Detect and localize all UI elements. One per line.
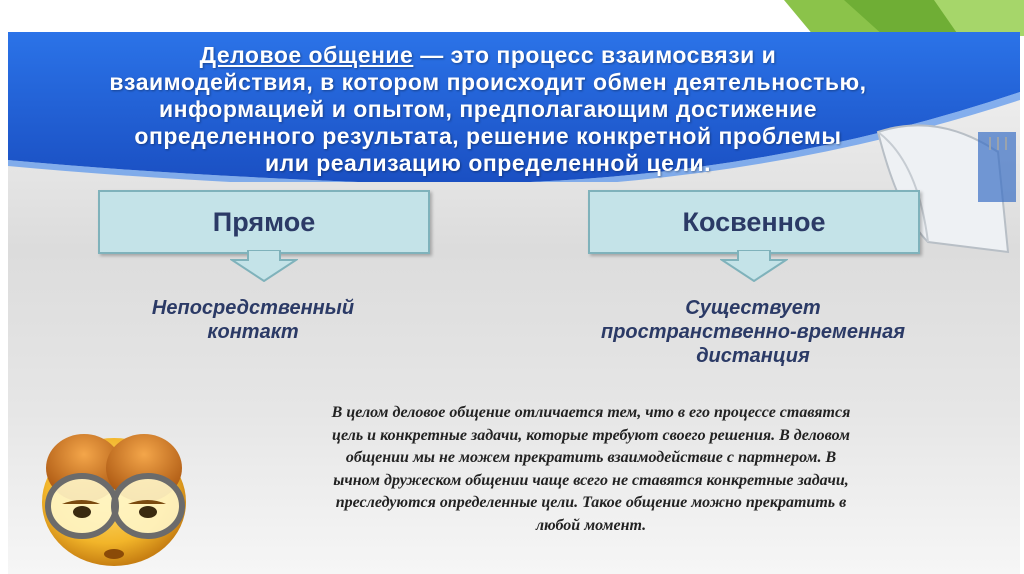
indirect-desc-line-1: Существует xyxy=(685,297,821,319)
definition-line-5: или реализацию определенной цели. xyxy=(264,150,712,176)
direct-desc-line-2: контакт xyxy=(207,321,299,343)
summary-line-4: ычном дружеском общении чаще всего не ставятся конкретные задачи, xyxy=(333,471,849,489)
summary-line-1: В целом деловое общение отличается тем, что в его процессе ставятся xyxy=(331,404,851,421)
definition-line-4: определенного результата, решение конкретной проблемы xyxy=(134,123,842,149)
direct-desc-line-1: Непосредственный xyxy=(151,297,355,319)
indirect-desc-line-2: пространственно-временная xyxy=(600,321,906,343)
arrow-down-icon xyxy=(720,250,788,282)
summary-line-2: цель и конкретные задачи, которые требуют своего решения. В деловом xyxy=(332,426,850,444)
definition-line-2: взаимодействия, в котором происходит обмен деятельностью, xyxy=(109,69,867,95)
summary-paragraph xyxy=(176,402,1006,537)
slide-top-strip xyxy=(0,0,1024,36)
definition-term: Деловое общение xyxy=(199,42,414,68)
indirect-description xyxy=(528,296,978,368)
arrow-down-icon xyxy=(230,250,298,282)
smiley-glasses-icon xyxy=(22,420,208,570)
direct-description xyxy=(98,296,408,344)
slide xyxy=(8,32,1020,574)
summary-line-3: общении мы не можем прекратить взаимодействие с партнером. В xyxy=(345,449,837,466)
direct-communication-box: Прямое xyxy=(98,190,430,254)
summary-line-6: любой момент. xyxy=(535,516,647,534)
indirect-desc-line-3: дистанция xyxy=(696,345,810,367)
definition-heading xyxy=(48,42,928,177)
summary-line-5: преследуются определенные цели. Такое общение можно прекратить в xyxy=(335,494,847,511)
definition-line-1: — это процесс взаимосвязи и xyxy=(413,42,777,68)
indirect-communication-box: Косвенное xyxy=(588,190,920,254)
green-corner-decoration xyxy=(784,0,1024,36)
definition-line-3: информацией и опытом, предполагающим достижение xyxy=(158,96,818,122)
